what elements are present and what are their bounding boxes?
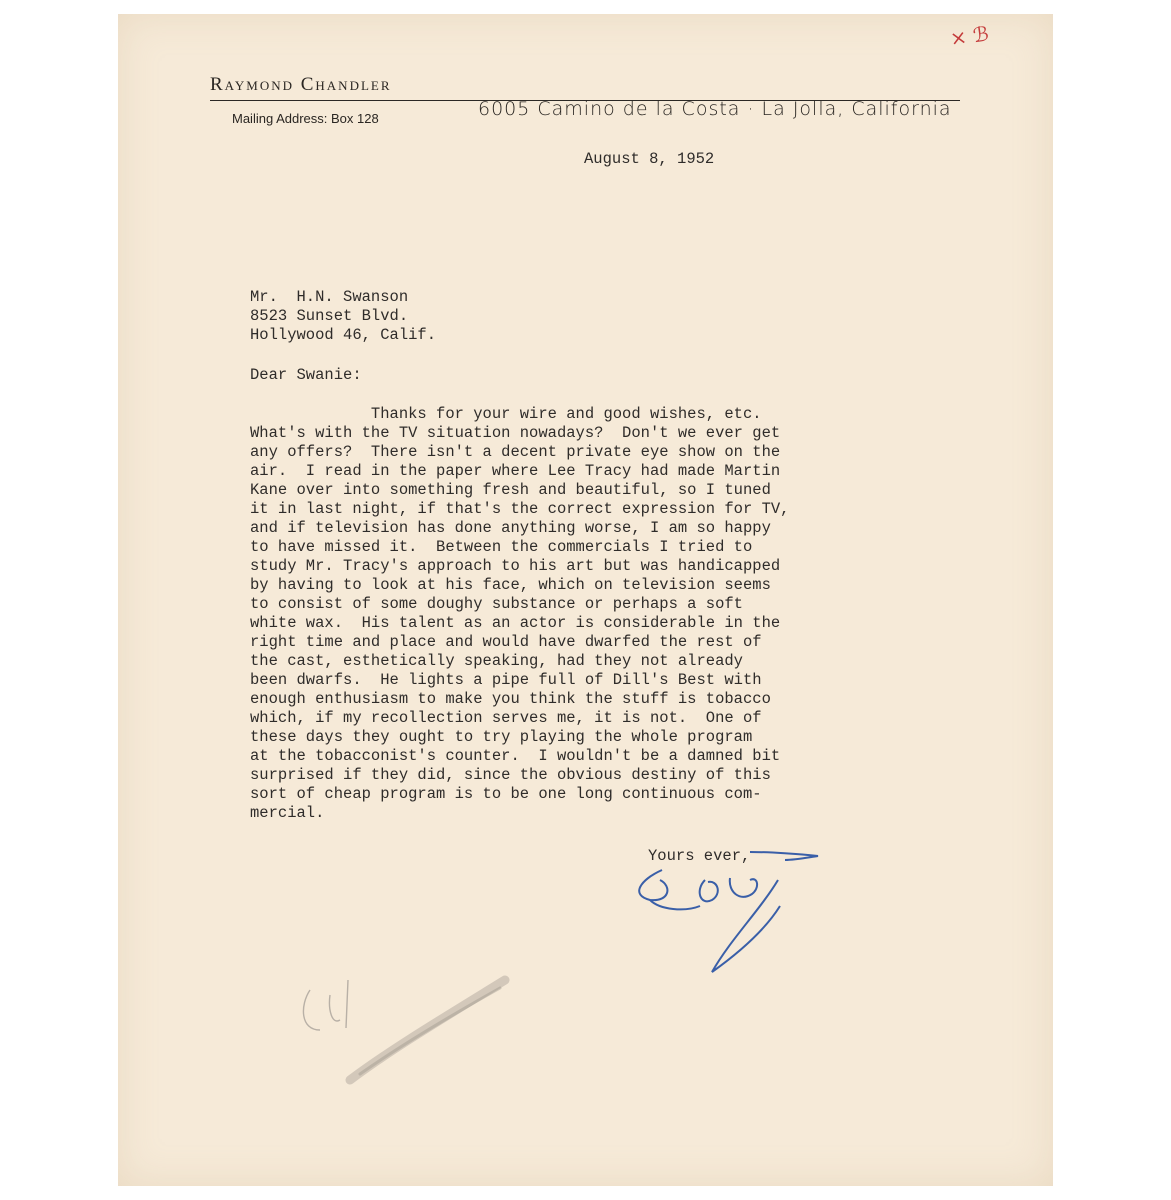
body-line: it in last night, if that's the correct expression for TV, — [250, 500, 790, 518]
recipient-line-3: Hollywood 46, Calif. — [250, 326, 437, 344]
body-line: to have missed it. Between the commercials I tried to — [250, 538, 753, 556]
signature-drawing — [600, 840, 830, 980]
body-line: to consist of some doughy substance or perhaps a soft — [250, 595, 743, 613]
pencil-smudge — [280, 950, 520, 1100]
recipient-line-1: Mr. H.N. Swanson — [250, 288, 409, 306]
body-line: any offers? There isn't a decent private eye show on the — [250, 443, 781, 461]
body-line: at the tobacconist's counter. I wouldn't be a damned bit — [250, 747, 781, 765]
body-line: by having to look at his face, which on television seems — [250, 576, 771, 594]
recipient-line-2: 8523 Sunset Blvd. — [250, 307, 409, 325]
body-line: been dwarfs. He lights a pipe full of Dill's Best with — [250, 671, 762, 689]
body-line: mercial. — [250, 804, 325, 822]
letterhead-name: Raymond Chandler — [210, 74, 392, 95]
body-line: and if television has done anything worse, I am so happy — [250, 519, 771, 537]
body-line: surprised if they did, since the obvious destiny of this — [250, 766, 771, 784]
body-line: sort of cheap program is to be one long continuous com- — [250, 785, 762, 803]
body-line: these days they ought to try playing the whole program — [250, 728, 753, 746]
body-line: What's with the TV situation nowadays? Don't we ever get — [250, 424, 781, 442]
body-line: enough enthusiasm to make you think the stuff is tobacco — [250, 690, 771, 708]
letter-date: August 8, 1952 — [584, 150, 715, 168]
body-line: which, if my recollection serves me, it is not. One of — [250, 709, 762, 727]
recipient-address — [250, 288, 436, 345]
body-line: study Mr. Tracy's approach to his art but was handicapped — [250, 557, 781, 575]
closing: Yours ever, — [648, 847, 751, 865]
salutation: Dear Swanie: — [250, 366, 362, 384]
red-corner-mark: × ℬ — [948, 21, 991, 51]
body-line: the cast, esthetically speaking, had they not already — [250, 652, 743, 670]
body-line: Thanks for your wire and good wishes, etc. — [250, 405, 762, 423]
letter-body — [250, 405, 790, 823]
body-line: white wax. His talent as an actor is considerable in the — [250, 614, 781, 632]
body-line: Kane over into something fresh and beautiful, so I tuned — [250, 481, 771, 499]
mailing-address: Mailing Address: Box 128 — [232, 111, 379, 126]
body-line: right time and place and would have dwarfed the rest of — [250, 633, 762, 651]
body-line: air. I read in the paper where Lee Tracy had made Martin — [250, 462, 781, 480]
street-address: 6005 Camino de la Costa · La Jolla, California — [478, 98, 952, 120]
